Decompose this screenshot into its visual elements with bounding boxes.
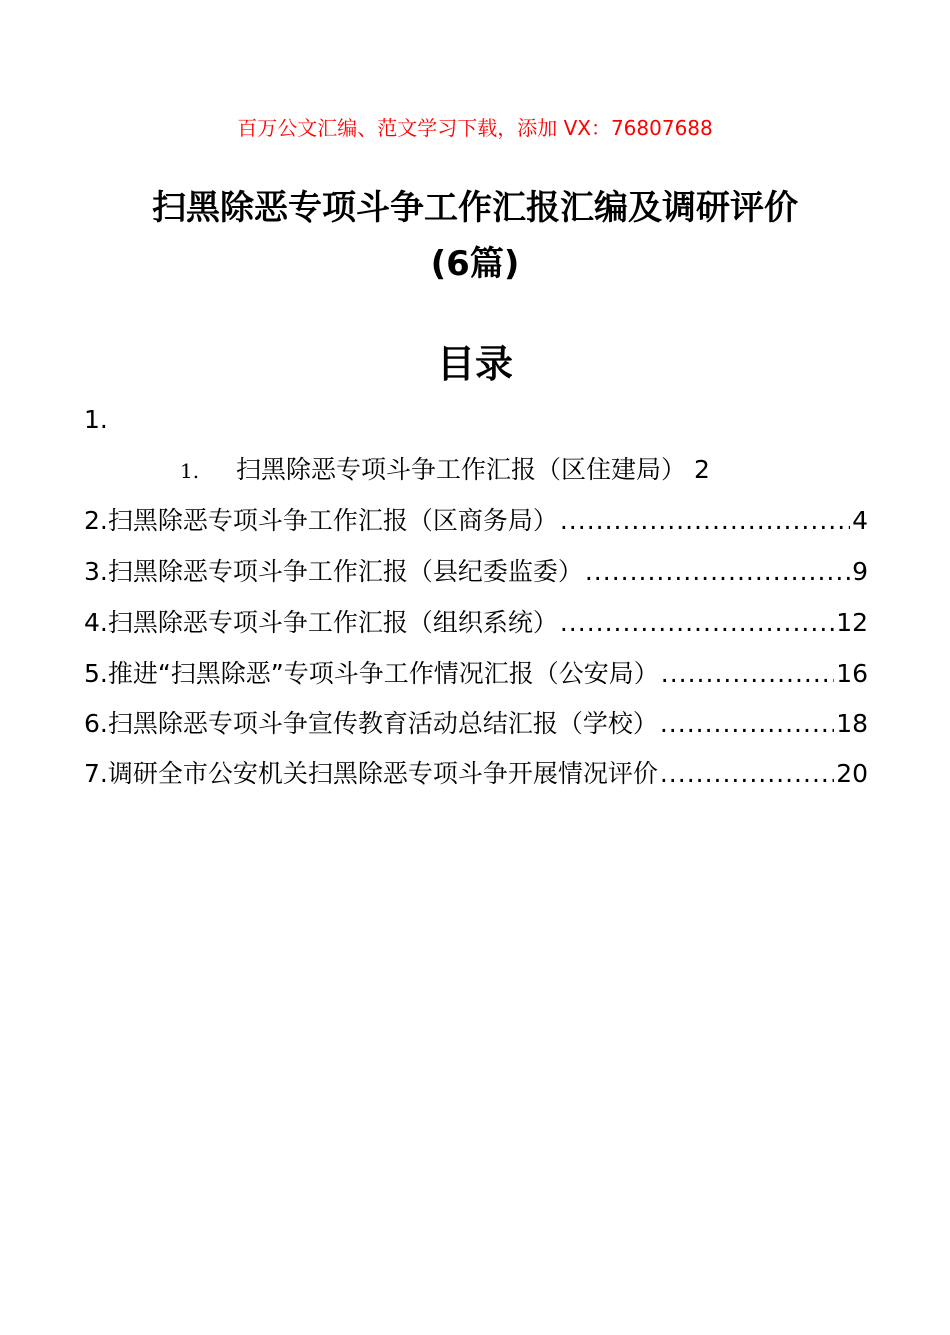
toc-dot-leader	[560, 605, 834, 641]
toc-entry-page: 2	[693, 455, 710, 484]
toc-entry-number: 1.	[180, 459, 200, 483]
toc-entry-page: 9	[852, 557, 868, 586]
toc-entry-text: 扫黑除恶专项斗争工作汇报（区住建局）	[236, 455, 687, 484]
toc-dot-leader	[585, 554, 850, 590]
toc-entry-4[interactable]	[84, 605, 868, 641]
toc-dot-leader	[560, 503, 850, 539]
toc-entry-page: 20	[836, 759, 868, 788]
title-line-2: (6篇)	[430, 244, 520, 284]
toc-entry-text: 4.扫黑除恶专项斗争工作汇报（组织系统）	[84, 608, 558, 637]
toc-entry-3[interactable]	[84, 554, 868, 590]
toc-entry-page: 18	[836, 709, 868, 738]
toc-entry-2[interactable]	[84, 503, 868, 539]
toc-entry-6[interactable]	[84, 706, 868, 742]
toc-dot-leader	[661, 656, 834, 692]
toc-first-marker: 1.	[84, 405, 108, 434]
toc-entry-page: 16	[836, 659, 868, 688]
toc-entry-1[interactable]	[180, 452, 710, 489]
toc-entry-text: 6.扫黑除恶专项斗争宣传教育活动总结汇报（学校）	[84, 709, 658, 738]
header-note: 百万公文汇编、范文学习下载，添加 VX：76807688	[237, 116, 713, 140]
toc-entry-text: 5.推进“扫黑除恶”专项斗争工作情况汇报（公安局）	[84, 659, 659, 688]
toc-dot-leader	[660, 706, 834, 742]
toc-entry-text: 2.扫黑除恶专项斗争工作汇报（区商务局）	[84, 506, 558, 535]
toc-heading: 目录	[436, 342, 513, 386]
toc-dot-leader	[660, 756, 834, 792]
document-title	[60, 180, 890, 292]
toc-entry-page: 12	[836, 608, 868, 637]
toc-entry-text: 3.扫黑除恶专项斗争工作汇报（县纪委监委）	[84, 557, 583, 586]
toc-entry-page: 4	[852, 506, 868, 535]
toc-entry-5[interactable]	[84, 656, 868, 692]
toc-entry-text: 7.调研全市公安机关扫黑除恶专项斗争开展情况评价	[84, 759, 658, 788]
title-line-1: 扫黑除恶专项斗争工作汇报汇编及调研评价	[152, 188, 798, 228]
toc-entry-7[interactable]	[84, 756, 868, 792]
